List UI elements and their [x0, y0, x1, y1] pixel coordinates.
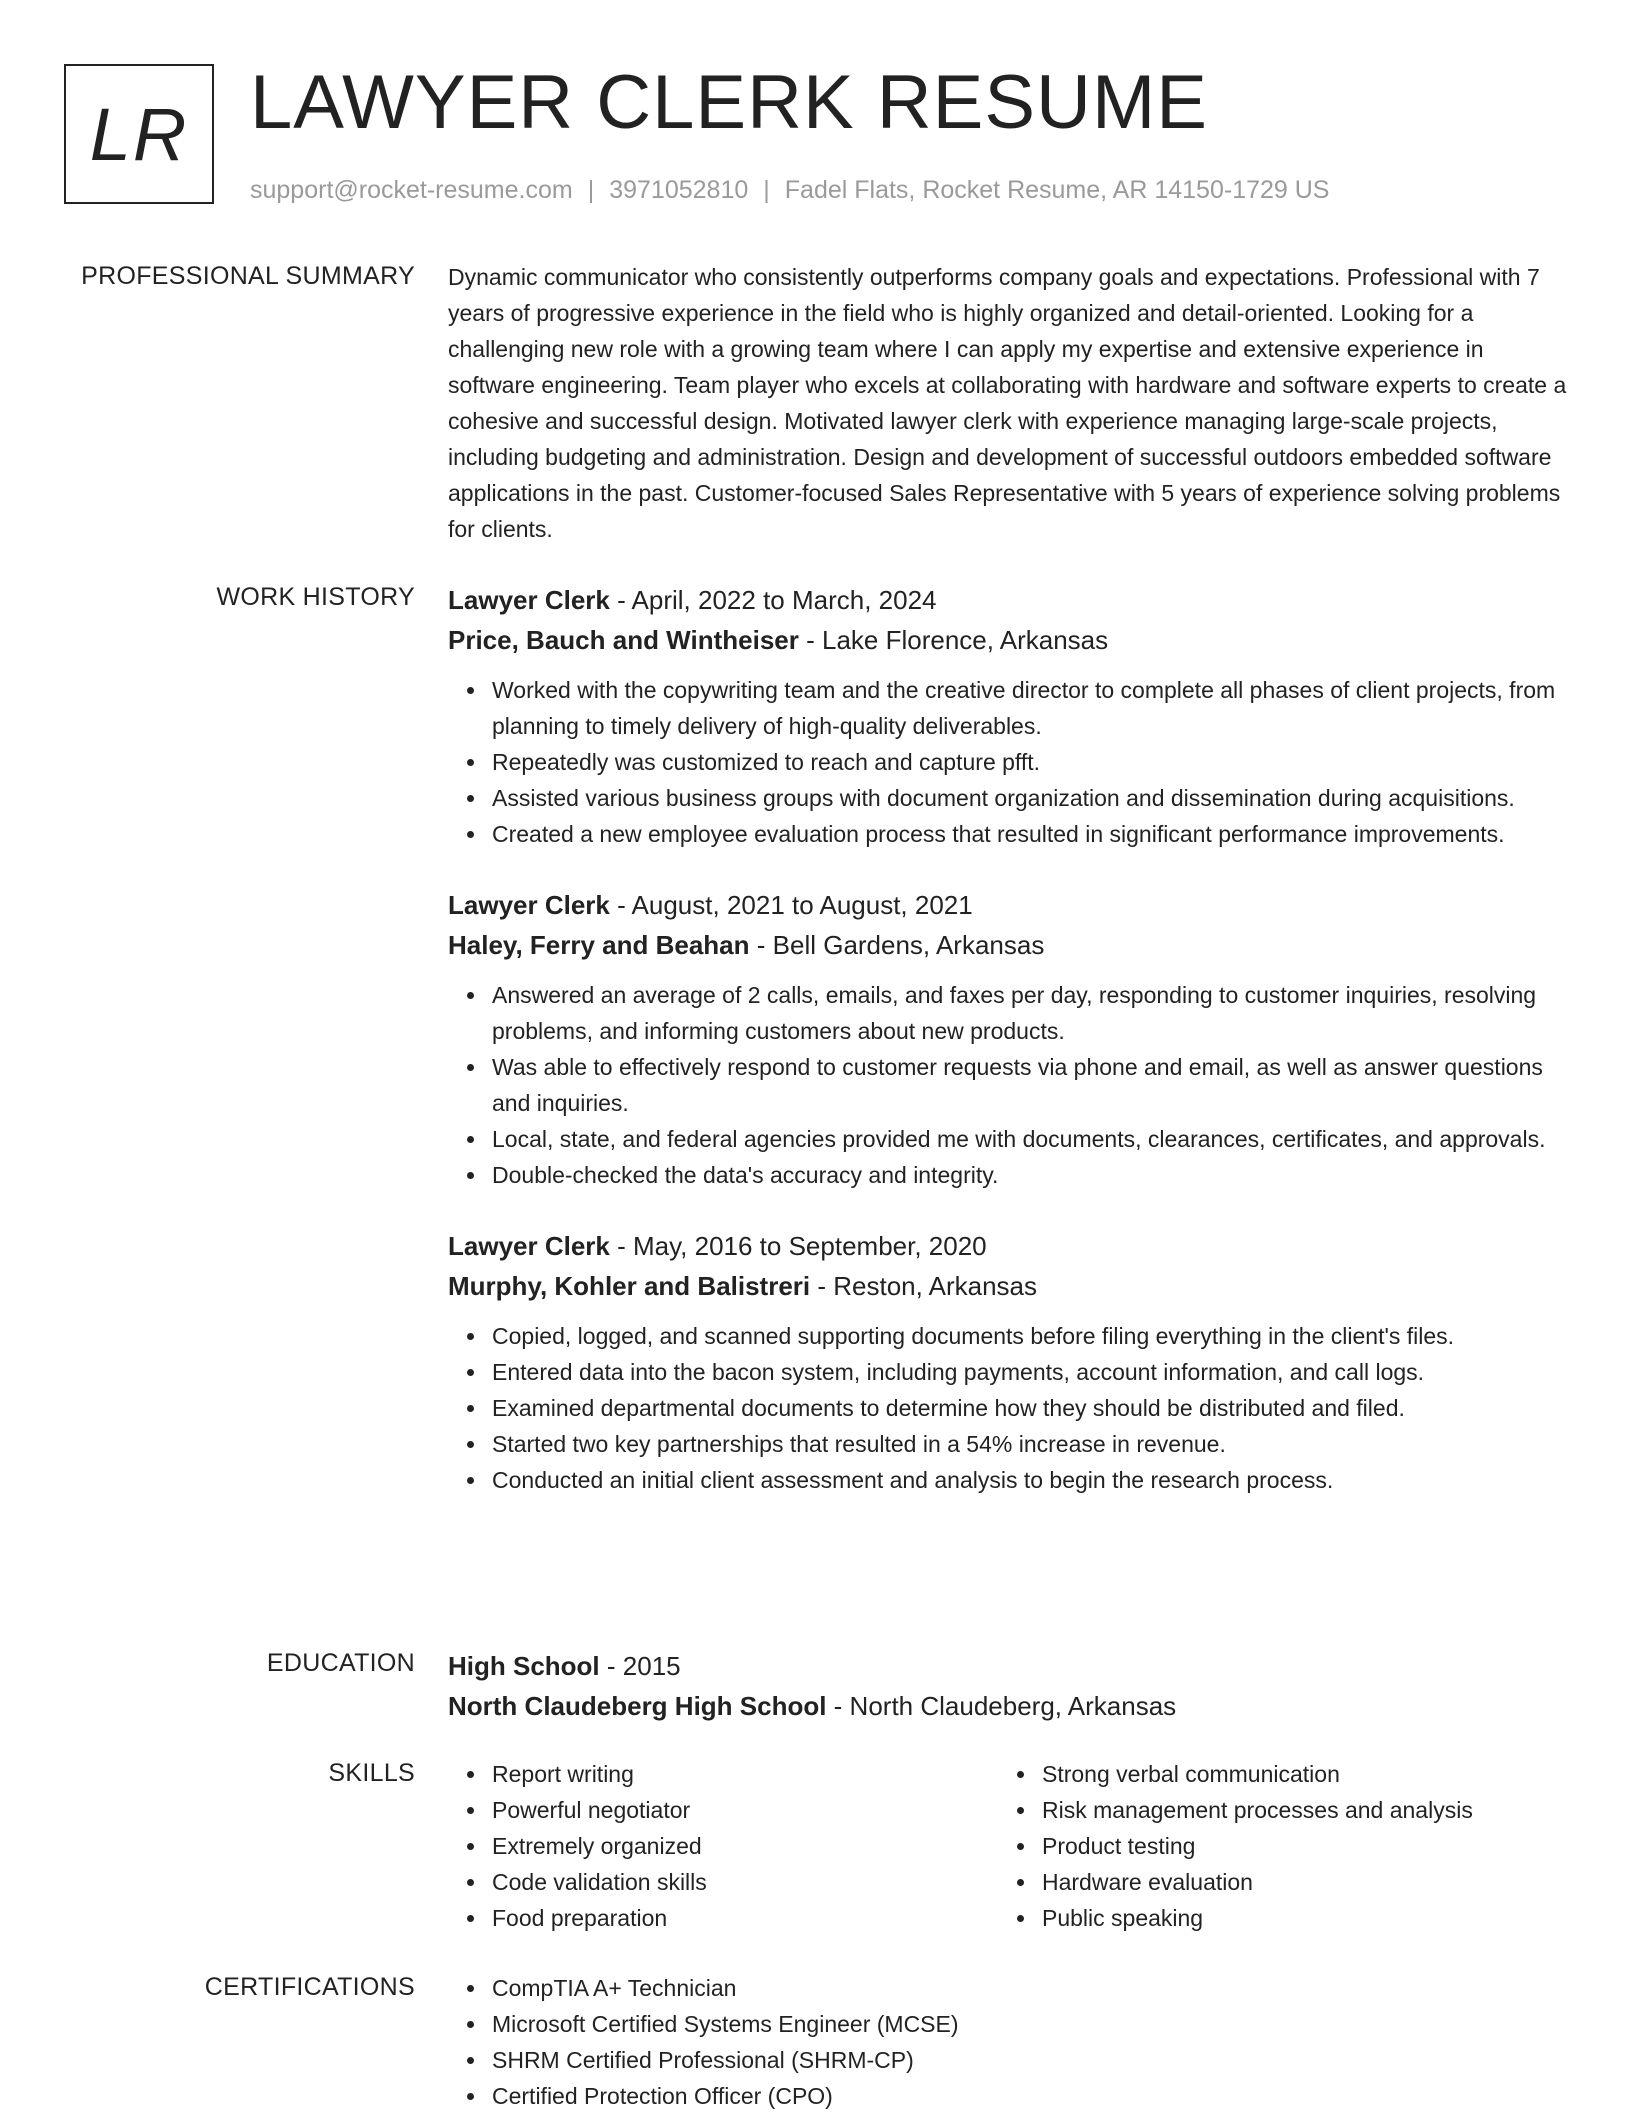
skills-list	[448, 1756, 998, 1936]
list-item: Powerful negotiator	[492, 1792, 998, 1828]
contact-email[interactable]: support@rocket-resume.com	[250, 176, 573, 204]
list-item: Double-checked the data's accuracy and integrity.	[492, 1157, 1568, 1193]
list-item: Code validation skills	[492, 1864, 998, 1900]
list-item: Examined departmental documents to determine how they should be distributed and filed.	[492, 1390, 1568, 1426]
contact-separator: |	[763, 176, 770, 204]
list-item: Entered data into the bacon system, including payments, account information, and call logs.	[492, 1354, 1568, 1390]
job-company: Haley, Ferry and Beahan	[448, 930, 750, 960]
job-title: Lawyer Clerk	[448, 585, 610, 615]
job-title-line	[448, 885, 1568, 925]
education-location: - North Claudeberg, Arkansas	[826, 1691, 1177, 1721]
job-dates: - April, 2022 to March, 2024	[609, 585, 937, 615]
education-year: - 2015	[599, 1651, 681, 1681]
job-entry	[448, 1226, 1568, 1498]
list-item: Risk management processes and analysis	[1042, 1792, 1548, 1828]
contact-address: Fadel Flats, Rocket Resume, AR 14150-1729 US	[784, 176, 1330, 204]
resume-header	[64, 60, 1568, 210]
list-item: Worked with the copywriting team and the creative director to complete all phases of client projects, from planning to timely delivery of high-quality deliverables.	[492, 672, 1568, 744]
list-item: Report writing	[492, 1756, 998, 1792]
skills-list	[998, 1756, 1548, 1936]
contact-phone[interactable]: 3971052810	[609, 176, 749, 204]
education-school-line	[448, 1686, 1568, 1726]
list-item: Food preparation	[492, 1900, 998, 1936]
section-label-summary: PROFESSIONAL SUMMARY	[81, 262, 415, 290]
list-item: SHRM Certified Professional (SHRM-CP)	[492, 2042, 1568, 2078]
monogram-logo: LR	[64, 64, 214, 204]
list-item: Repeatedly was customized to reach and capture pfft.	[492, 744, 1568, 780]
list-item: Assisted various business groups with document organization and dissemination during acquisitions.	[492, 780, 1568, 816]
contact-line	[250, 174, 1329, 206]
list-item: Was able to effectively respond to customer requests via phone and email, as well as answer questions and inquiries.	[492, 1049, 1568, 1121]
job-title: Lawyer Clerk	[448, 1231, 610, 1261]
list-item: Product testing	[1042, 1828, 1548, 1864]
job-bullets	[448, 977, 1568, 1193]
job-bullets	[448, 672, 1568, 852]
job-company: Murphy, Kohler and Balistreri	[448, 1271, 811, 1301]
section-label-education: EDUCATION	[266, 1649, 415, 1677]
job-company-line	[448, 925, 1568, 965]
section-label-skills: SKILLS	[328, 1759, 415, 1787]
contact-separator: |	[587, 176, 595, 204]
job-company-line	[448, 620, 1568, 660]
job-title-line	[448, 1226, 1568, 1266]
list-item: Strong verbal communication	[1042, 1756, 1548, 1792]
job-entry	[448, 580, 1568, 852]
list-item: Extremely organized	[492, 1828, 998, 1864]
job-title: Lawyer Clerk	[448, 890, 610, 920]
job-location: - Lake Florence, Arkansas	[798, 625, 1109, 655]
list-item: Certified Protection Officer (CPO)	[492, 2078, 1568, 2114]
job-dates: - May, 2016 to September, 2020	[609, 1231, 987, 1261]
job-bullets	[448, 1318, 1568, 1498]
list-item: Answered an average of 2 calls, emails, and faxes per day, responding to customer inquiries, resolving problems, and informing customers about new products.	[492, 977, 1568, 1049]
job-company: Price, Bauch and Wintheiser	[448, 625, 799, 655]
list-item: Microsoft Certified Systems Engineer (MCSE)	[492, 2006, 1568, 2042]
section-label-certifications: CERTIFICATIONS	[204, 1973, 415, 2001]
job-location: - Reston, Arkansas	[810, 1271, 1038, 1301]
skills-column	[998, 1756, 1548, 1936]
list-item: Hardware evaluation	[1042, 1864, 1548, 1900]
skills-grid	[448, 1756, 1568, 1936]
education-degree: High School	[448, 1651, 600, 1681]
summary-text: Dynamic communicator who consistently outperforms company goals and expectations. Professional with 7 years of progressive experience in the field who is highly organized and detail-oriented. Looking for a challenging new role with a growing team where I can apply my expertise and extensive experience in software engineering. Team player who excels at collaborating with hardware and software experts to create a cohesive and successful design. Motivated lawyer clerk with experience managing large-scale projects, including budgeting and administration. Design and development of successful outdoors embedded software applications in the past. Customer-focused Sales Representative with 5 years of experience solving problems for clients.	[448, 264, 1567, 542]
list-item: Created a new employee evaluation process that resulted in significant performance improvements.	[492, 816, 1568, 852]
job-entry	[448, 885, 1568, 1193]
list-item: Public speaking	[1042, 1900, 1548, 1936]
certifications-list	[448, 1970, 1568, 2114]
section-label-work-history: WORK HISTORY	[216, 583, 415, 611]
list-item: Copied, logged, and scanned supporting documents before filing everything in the client's files.	[492, 1318, 1568, 1354]
job-dates: - August, 2021 to August, 2021	[609, 890, 973, 920]
list-item: Local, state, and federal agencies provided me with documents, clearances, certificates, and approvals.	[492, 1121, 1568, 1157]
resume-title: LAWYER CLERK RESUME	[250, 60, 1208, 145]
job-title-line	[448, 580, 1568, 620]
job-location: - Bell Gardens, Arkansas	[749, 930, 1045, 960]
list-item: Conducted an initial client assessment and analysis to begin the research process.	[492, 1462, 1568, 1498]
list-item: CompTIA A+ Technician	[492, 1970, 1568, 2006]
list-item: Started two key partnerships that resulted in a 54% increase in revenue.	[492, 1426, 1568, 1462]
education-degree-line	[448, 1646, 1568, 1686]
job-company-line	[448, 1266, 1568, 1306]
education-school: North Claudeberg High School	[448, 1691, 827, 1721]
skills-column	[448, 1756, 998, 1936]
